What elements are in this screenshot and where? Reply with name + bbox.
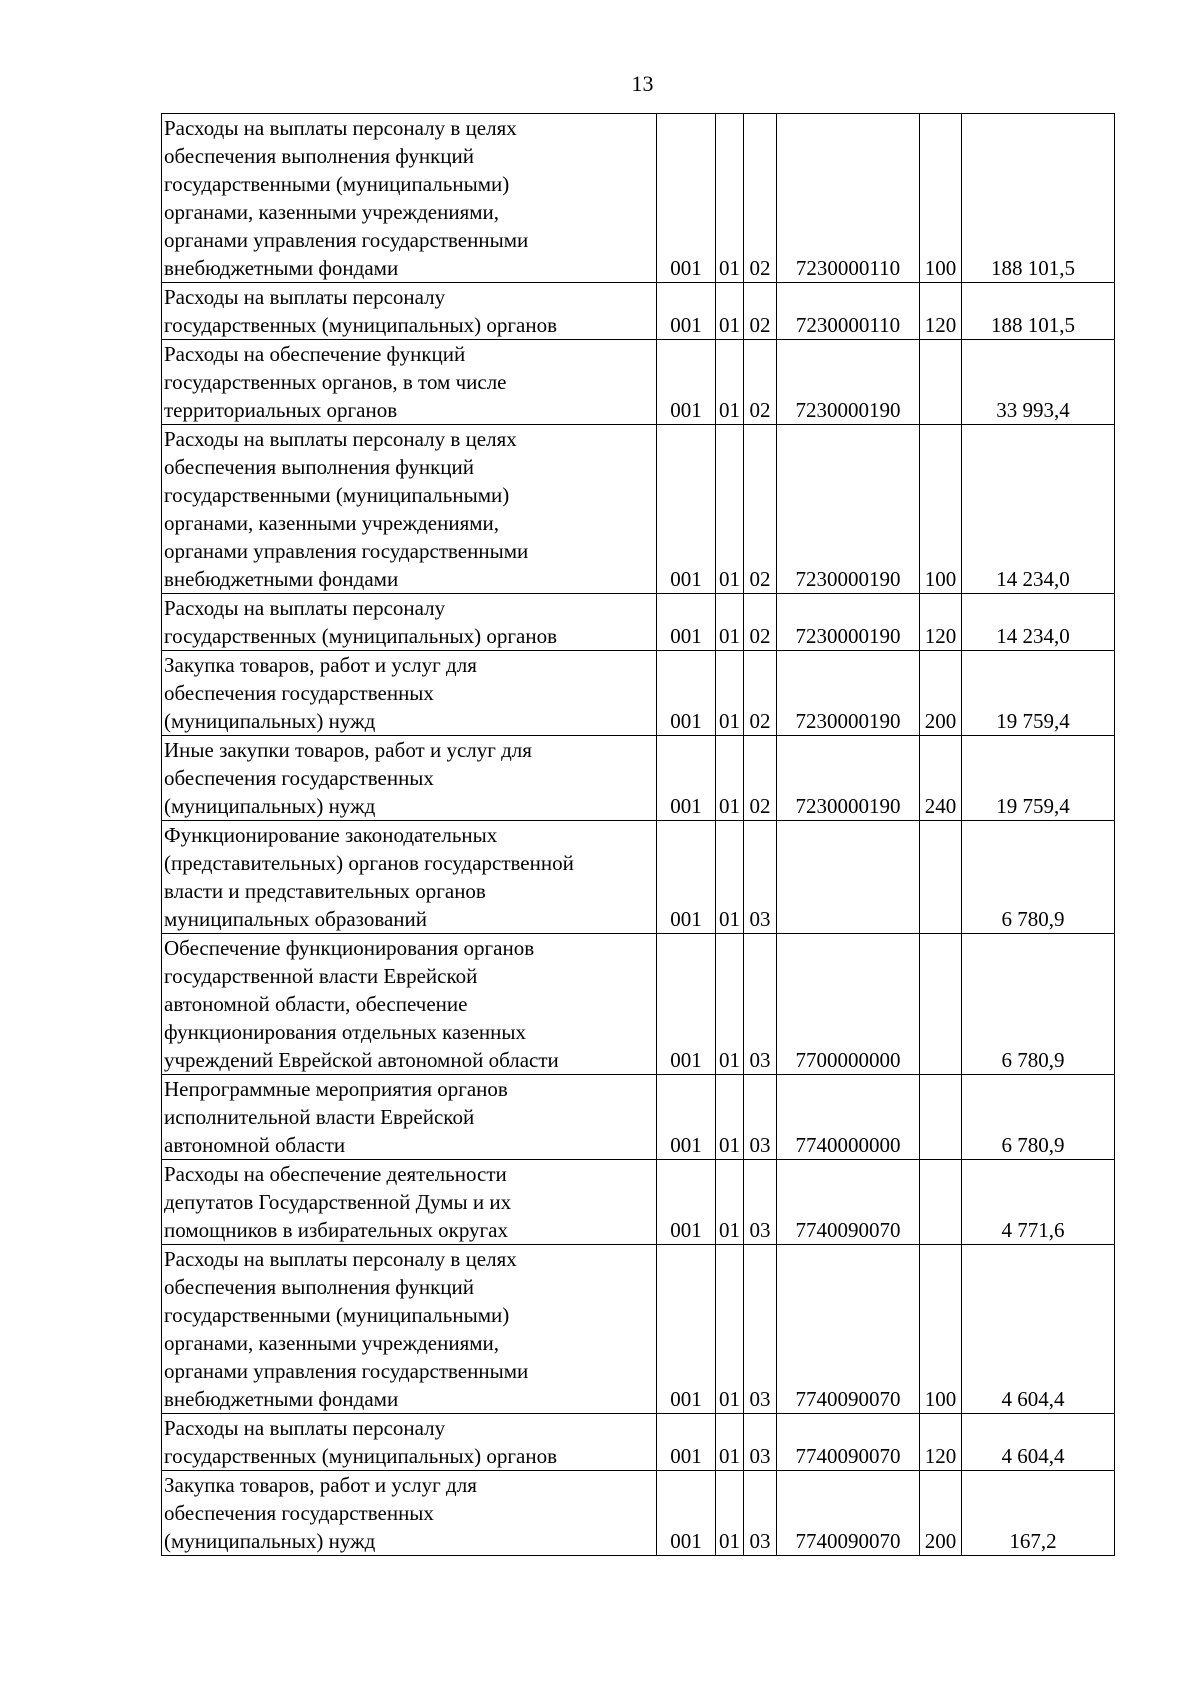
row-description: Закупка товаров, работ и услуг для обеспечения государственных (муниципальных) нужд (162, 1471, 657, 1556)
row-description: Непрограммные мероприятия органов исполнительной власти Еврейской автономной области (162, 1075, 657, 1160)
target-article-code: 7740090070 (777, 1160, 920, 1245)
table-row (162, 594, 1115, 651)
table-row (162, 1414, 1115, 1471)
amount: 188 101,5 (962, 283, 1115, 340)
expense-type-code: 240 (920, 736, 962, 821)
row-description: Функционирование законодательных (представительных) органов государственной власти и представительных органов муниципальных образований (162, 821, 657, 934)
amount: 4 604,4 (962, 1414, 1115, 1471)
section-code: 01 (716, 425, 744, 594)
expense-type-code: 100 (920, 425, 962, 594)
row-description: Обеспечение функционирования органов государственной власти Еврейской автономной области, обеспечение функционирования отдельных казенных учреждений Еврейской автономной области (162, 934, 657, 1075)
target-article-code: 7740000000 (777, 1075, 920, 1160)
grbs-code: 001 (657, 821, 716, 934)
grbs-code: 001 (657, 736, 716, 821)
section-code: 01 (716, 594, 744, 651)
expense-type-code: 120 (920, 283, 962, 340)
subsection-code: 02 (744, 114, 777, 283)
target-article-code: 7230000190 (777, 340, 920, 425)
section-code: 01 (716, 1471, 744, 1556)
expense-type-code: 120 (920, 1414, 962, 1471)
table-row (162, 283, 1115, 340)
row-description: Расходы на обеспечение функций государственных органов, в том числе территориальных органов (162, 340, 657, 425)
grbs-code: 001 (657, 651, 716, 736)
expense-type-code (920, 934, 962, 1075)
row-description: Расходы на выплаты персоналу государственных (муниципальных) органов (162, 1414, 657, 1471)
target-article-code: 7740090070 (777, 1414, 920, 1471)
amount: 6 780,9 (962, 934, 1115, 1075)
amount: 33 993,4 (962, 340, 1115, 425)
amount: 6 780,9 (962, 1075, 1115, 1160)
budget-table (161, 113, 1115, 1556)
grbs-code: 001 (657, 1160, 716, 1245)
target-article-code: 7230000190 (777, 736, 920, 821)
subsection-code: 02 (744, 594, 777, 651)
subsection-code: 03 (744, 934, 777, 1075)
grbs-code: 001 (657, 283, 716, 340)
section-code: 01 (716, 1414, 744, 1471)
row-description: Расходы на выплаты персоналу государственных (муниципальных) органов (162, 594, 657, 651)
table-body (162, 114, 1115, 1556)
target-article-code (777, 821, 920, 934)
row-description: Иные закупки товаров, работ и услуг для обеспечения государственных (муниципальных) нужд (162, 736, 657, 821)
row-description: Расходы на выплаты персоналу государственных (муниципальных) органов (162, 283, 657, 340)
row-description: Расходы на выплаты персоналу в целях обеспечения выполнения функций государственными (муниципальными) органами, казенными учреждениями, органами управления государственными внебюджетными фондами (162, 114, 657, 283)
subsection-code: 03 (744, 1160, 777, 1245)
section-code: 01 (716, 114, 744, 283)
row-description: Расходы на обеспечение деятельности депутатов Государственной Думы и их помощников в избирательных округах (162, 1160, 657, 1245)
page-number: 13 (631, 71, 654, 96)
table-row (162, 934, 1115, 1075)
grbs-code: 001 (657, 1245, 716, 1414)
subsection-code: 03 (744, 821, 777, 934)
table-row (162, 821, 1115, 934)
table-row (162, 736, 1115, 821)
grbs-code: 001 (657, 594, 716, 651)
amount: 4 604,4 (962, 1245, 1115, 1414)
expense-type-code (920, 1075, 962, 1160)
amount: 14 234,0 (962, 425, 1115, 594)
target-article-code: 7740090070 (777, 1245, 920, 1414)
expense-type-code: 100 (920, 1245, 962, 1414)
expense-type-code: 200 (920, 651, 962, 736)
table-row (162, 1075, 1115, 1160)
row-description: Расходы на выплаты персоналу в целях обеспечения выполнения функций государственными (муниципальными) органами, казенными учреждениями, органами управления государственными внебюджетными фондами (162, 1245, 657, 1414)
subsection-code: 03 (744, 1245, 777, 1414)
subsection-code: 02 (744, 283, 777, 340)
table-row (162, 651, 1115, 736)
expense-type-code: 200 (920, 1471, 962, 1556)
grbs-code: 001 (657, 340, 716, 425)
table-row (162, 1471, 1115, 1556)
table-row (162, 340, 1115, 425)
amount: 6 780,9 (962, 821, 1115, 934)
amount: 4 771,6 (962, 1160, 1115, 1245)
table-row (162, 1160, 1115, 1245)
amount: 14 234,0 (962, 594, 1115, 651)
target-article-code: 7230000110 (777, 114, 920, 283)
subsection-code: 03 (744, 1471, 777, 1556)
grbs-code: 001 (657, 1471, 716, 1556)
section-code: 01 (716, 736, 744, 821)
subsection-code: 02 (744, 736, 777, 821)
section-code: 01 (716, 651, 744, 736)
target-article-code: 7230000190 (777, 425, 920, 594)
row-description: Расходы на выплаты персоналу в целях обеспечения выполнения функций государственными (муниципальными) органами, казенными учреждениями, органами управления государственными внебюджетными фондами (162, 425, 657, 594)
target-article-code: 7230000110 (777, 283, 920, 340)
target-article-code: 7740090070 (777, 1471, 920, 1556)
section-code: 01 (716, 340, 744, 425)
expense-type-code: 120 (920, 594, 962, 651)
grbs-code: 001 (657, 114, 716, 283)
section-code: 01 (716, 1075, 744, 1160)
section-code: 01 (716, 1160, 744, 1245)
subsection-code: 02 (744, 651, 777, 736)
section-code: 01 (716, 1245, 744, 1414)
section-code: 01 (716, 934, 744, 1075)
grbs-code: 001 (657, 425, 716, 594)
expense-type-code: 100 (920, 114, 962, 283)
target-article-code: 7230000190 (777, 651, 920, 736)
amount: 188 101,5 (962, 114, 1115, 283)
expense-type-code (920, 1160, 962, 1245)
amount: 167,2 (962, 1471, 1115, 1556)
table-row (162, 114, 1115, 283)
amount: 19 759,4 (962, 651, 1115, 736)
target-article-code: 7230000190 (777, 594, 920, 651)
row-description: Закупка товаров, работ и услуг для обеспечения государственных (муниципальных) нужд (162, 651, 657, 736)
subsection-code: 02 (744, 425, 777, 594)
expense-type-code (920, 340, 962, 425)
grbs-code: 001 (657, 934, 716, 1075)
section-code: 01 (716, 821, 744, 934)
table-row (162, 425, 1115, 594)
expense-type-code (920, 821, 962, 934)
grbs-code: 001 (657, 1075, 716, 1160)
table-row (162, 1245, 1115, 1414)
subsection-code: 03 (744, 1075, 777, 1160)
subsection-code: 02 (744, 340, 777, 425)
amount: 19 759,4 (962, 736, 1115, 821)
subsection-code: 03 (744, 1414, 777, 1471)
target-article-code: 7700000000 (777, 934, 920, 1075)
section-code: 01 (716, 283, 744, 340)
grbs-code: 001 (657, 1414, 716, 1471)
